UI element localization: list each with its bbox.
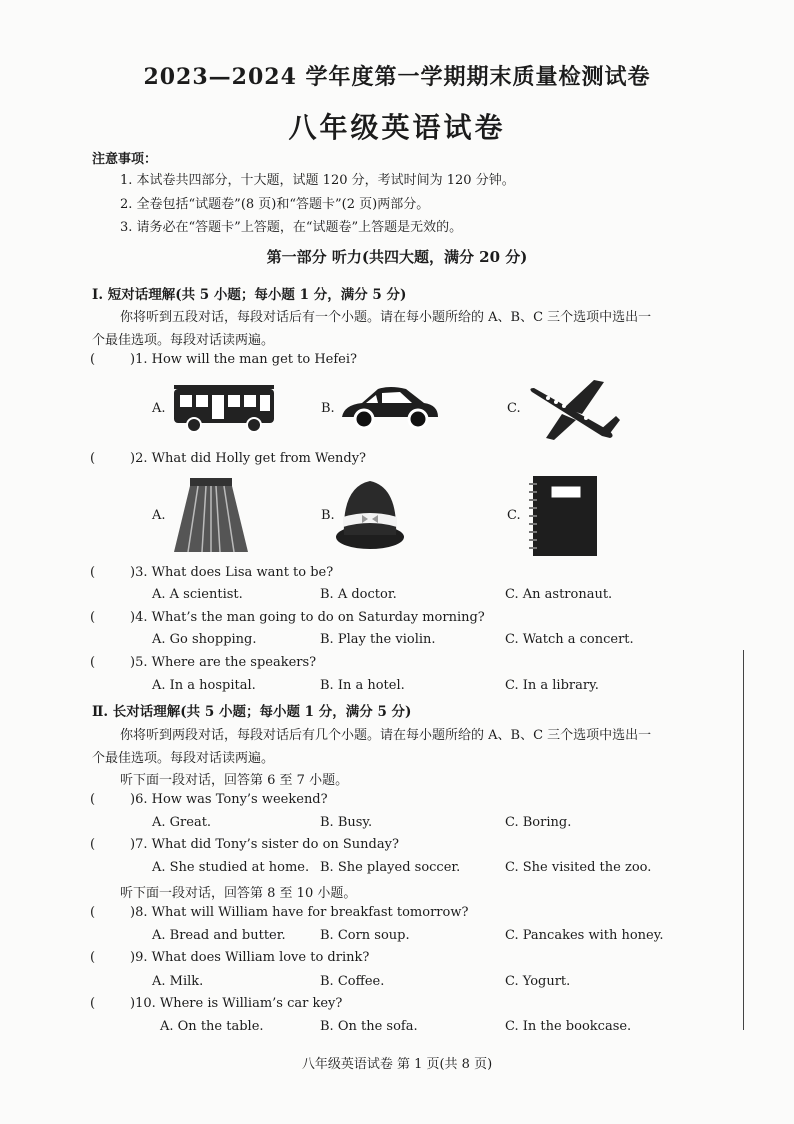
question-text: )7. What did Tony’s sister do on Sunday?: [130, 837, 399, 852]
car-icon: [338, 383, 442, 431]
question-text: )1. How will the man get to Hefei?: [130, 352, 357, 367]
note-item: 3. 请务必在“答题卡”上答题，在“试题卷”上答题是无效的。: [120, 220, 463, 235]
section1-instruction: 你将听到五段对话，每段对话后有一个小题。请在每小题所给的 A、B、C 三个选项中选出一: [120, 310, 652, 325]
option-label: B.: [321, 401, 335, 416]
option-a: A. Bread and butter.: [152, 928, 286, 943]
answer-bracket[interactable]: (: [90, 352, 96, 367]
section1-heading: Ⅰ. 短对话理解(共 5 小题；每小题 1 分，满分 5 分): [92, 287, 407, 303]
option-c: C. Boring.: [505, 815, 572, 830]
page-footer: 八年级英语试卷 第 1 页(共 8 页): [301, 1057, 493, 1072]
question-text: )6. How was Tony’s weekend?: [130, 792, 328, 807]
question-1: [90, 352, 357, 367]
answer-bracket[interactable]: (: [90, 610, 96, 625]
option-c: C. In the bookcase.: [505, 1019, 632, 1034]
option-c: C. Watch a concert.: [505, 632, 634, 647]
exam-subtitle: 八年级英语试卷: [288, 111, 506, 144]
answer-bracket[interactable]: (: [90, 950, 96, 965]
option-b: B. Busy.: [320, 815, 373, 830]
question-text: )10. Where is William’s car key?: [130, 996, 343, 1011]
option-a: A. Go shopping.: [152, 632, 257, 647]
option-a: A. She studied at home.: [152, 860, 310, 875]
answer-bracket[interactable]: (: [90, 565, 96, 580]
part1-heading: 第一部分 听力(共四大题，满分 20 分): [266, 248, 528, 266]
question-text: )3. What does Lisa want to be?: [130, 565, 334, 580]
question-text: )5. Where are the speakers?: [130, 655, 317, 670]
dialog-intro: 听下面一段对话，回答第 8 至 10 小题。: [120, 886, 357, 901]
answer-bracket[interactable]: (: [90, 837, 96, 852]
option-label: A.: [152, 508, 166, 523]
note-item: 2. 全卷包括“试题卷”(8 页)和“答题卡”(2 页)两部分。: [120, 197, 430, 212]
dialog-intro: 听下面一段对话，回答第 6 至 7 小题。: [120, 773, 349, 788]
option-a: A. In a hospital.: [152, 678, 256, 693]
option-a: A. Great.: [152, 815, 212, 830]
option-b: B. Coffee.: [320, 974, 385, 989]
question-text: )9. What does William love to drink?: [130, 950, 370, 965]
option-a: A. Milk.: [152, 974, 204, 989]
notebook-icon: [527, 474, 599, 558]
answer-bracket[interactable]: (: [90, 905, 96, 920]
option-a: A. A scientist.: [152, 587, 243, 602]
answer-bracket[interactable]: (: [90, 451, 96, 466]
option-b: B. Corn soup.: [320, 928, 410, 943]
option-b: B. On the sofa.: [320, 1019, 418, 1034]
airplane-icon: [524, 374, 624, 446]
option-label: B.: [321, 508, 335, 523]
option-a: A. On the table.: [160, 1019, 264, 1034]
answer-bracket[interactable]: (: [90, 996, 96, 1011]
question-text: )4. What’s the man going to do on Saturday morning?: [130, 610, 485, 625]
section1-instruction: 个最佳选项。每段对话读两遍。: [92, 333, 275, 348]
option-c: C. Pancakes with honey.: [505, 928, 664, 943]
option-label: C.: [507, 508, 521, 523]
question-7: [90, 837, 399, 852]
exam-title: 2023—2024 学年度第一学期期末质量检测试卷: [143, 64, 651, 90]
question-3: [90, 565, 333, 580]
question-4: [90, 610, 485, 625]
option-c: C. Yogurt.: [505, 974, 571, 989]
option-label: C.: [507, 401, 521, 416]
answer-bracket[interactable]: (: [90, 792, 96, 807]
option-b: B. Play the violin.: [320, 632, 436, 647]
question-text: )8. What will William have for breakfast tomorrow?: [130, 905, 469, 920]
option-c: C. An astronaut.: [505, 587, 613, 602]
note-item: 1. 本试卷共四部分，十大题，试题 120 分，考试时间为 120 分钟。: [120, 173, 515, 188]
option-c: C. In a library.: [505, 678, 599, 693]
question-10: [90, 996, 342, 1011]
question-8: [90, 905, 468, 920]
question-2: [90, 451, 366, 466]
question-text: )2. What did Holly get from Wendy?: [130, 451, 367, 466]
question-6: [90, 792, 328, 807]
hat-icon: [334, 477, 406, 551]
question-5: [90, 655, 316, 670]
section2-instruction: 你将听到两段对话，每段对话后有几个小题。请在每小题所给的 A、B、C 三个选项中选出一: [120, 728, 652, 743]
option-b: B. A doctor.: [320, 587, 397, 602]
option-c: C. She visited the zoo.: [505, 860, 652, 875]
skirt-icon: [172, 476, 250, 554]
section2-heading: Ⅱ. 长对话理解(共 5 小题；每小题 1 分，满分 5 分): [92, 704, 412, 720]
margin-line: [743, 650, 744, 1030]
bus-icon: [172, 383, 276, 435]
option-b: B. In a hotel.: [320, 678, 405, 693]
question-9: [90, 950, 369, 965]
option-label: A.: [152, 401, 166, 416]
option-b: B. She played soccer.: [320, 860, 461, 875]
notes-heading: 注意事项：: [92, 152, 158, 167]
section2-instruction: 个最佳选项。每段对话读两遍。: [92, 751, 275, 766]
answer-bracket[interactable]: (: [90, 655, 96, 670]
